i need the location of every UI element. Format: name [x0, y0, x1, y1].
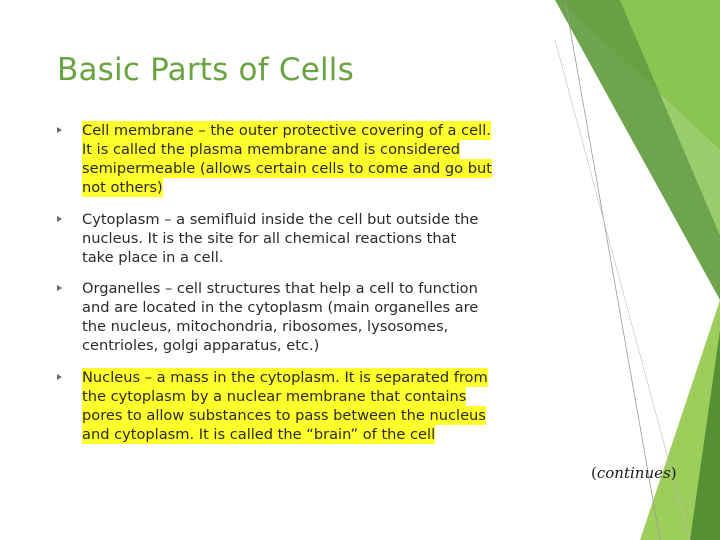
- bullet-line: pores to allow substances to pass between the nucleus: [82, 407, 486, 424]
- bullet-line: centrioles, golgi apparatus, etc.): [82, 337, 320, 354]
- bullet-nucleus: [57, 368, 602, 444]
- bullet-line: nucleus. It is the site for all chemical reactions that: [82, 230, 457, 247]
- bullet-line: Cell membrane – the outer protective covering of a cell.: [82, 122, 491, 139]
- bullet-text: [82, 279, 602, 355]
- bullet-arrow-icon: [57, 127, 62, 133]
- bullet-organelles: [57, 279, 602, 355]
- bullet-text: [82, 368, 602, 444]
- bullet-line: the nucleus, mitochondria, ribosomes, lysosomes,: [82, 318, 449, 335]
- bullet-arrow-icon: [57, 285, 62, 291]
- bullet-line: It is called the plasma membrane and is considered: [82, 141, 461, 158]
- bullet-line: and are located in the cytoplasm (main organelles are: [82, 299, 479, 316]
- bullet-line: Organelles – cell structures that help a cell to function: [82, 280, 478, 297]
- continues-note: [591, 464, 677, 482]
- slide-title: Basic Parts of Cells: [57, 52, 354, 88]
- bullet-line: not others): [82, 179, 163, 196]
- continues-word: continues: [596, 464, 671, 482]
- bullet-cell-membrane: [57, 121, 602, 197]
- bullet-text: [82, 121, 602, 197]
- paren-open: (: [591, 464, 597, 482]
- bullet-line: and cytoplasm. It is called the “brain” of the cell: [82, 426, 436, 443]
- bullet-cytoplasm: [57, 210, 602, 267]
- bullet-arrow-icon: [57, 374, 62, 380]
- bullet-line: take place in a cell.: [82, 249, 224, 266]
- bullet-line: semipermeable (allows certain cells to come and go but: [82, 160, 492, 177]
- bullet-line: the cytoplasm by a nuclear membrane that contains: [82, 388, 467, 405]
- bullet-arrow-icon: [57, 216, 62, 222]
- bullet-line: Nucleus – a mass in the cytoplasm. It is separated from: [82, 369, 488, 386]
- bullet-text: [82, 210, 602, 267]
- bullet-line: Cytoplasm – a semifluid inside the cell but outside the: [82, 211, 479, 228]
- paren-close: ): [670, 464, 677, 482]
